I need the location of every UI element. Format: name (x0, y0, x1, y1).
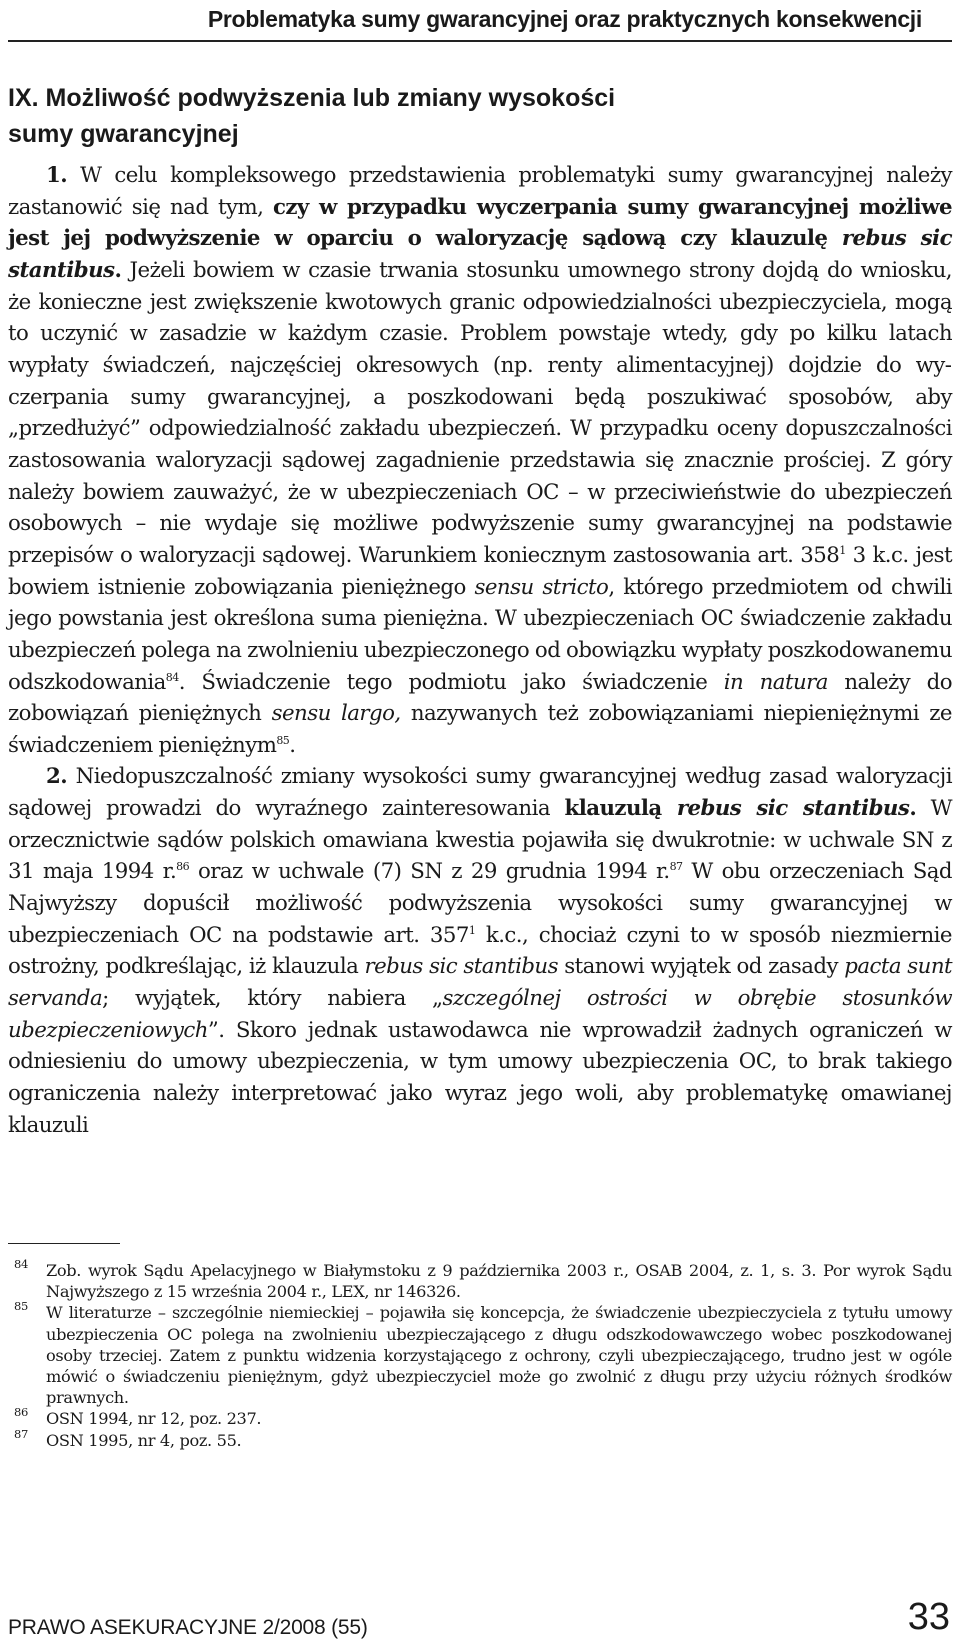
paragraph-number: 2. (46, 764, 68, 790)
superscript: 1 (839, 543, 846, 557)
text-run: 3 k.c. jest bowiem istnienie zobowiązania pieniężnego (8, 542, 953, 600)
bold-italic-run: rebus sic stantibus (8, 226, 952, 283)
footnote-rule (8, 1243, 120, 1244)
bold-run: czy w przypadku wyczerpania sumy gwarancyjnej możliwe jest jej podwyższenie w oparciu o waloryzację sądową czy klauzulę (8, 194, 952, 252)
text-run: Jeżeli bowiem w czasie trwania stosunku umownego strony dojdą do wniosku, że konieczne jest zwiększenie kwotowych granic odpowiedzialności ubezpieczyciela, mogą to uczynić w zasadzie w każdym czasie. Problem powstaje wtedy, gdy po kilku latach wypłaty świadczeń, najczęściej okresowych (np. renty alimentacyjnej) dojdzie do wyczerpania sumy gwarancyjnej, a poszkodowani będą poszukiwać sposobów, aby „przedłużyć” odpowiedzialność zakładu ubezpieczeń. W przypadku oceny dopuszczalności zastosowania waloryzacji sądowej zagadnienie przedstawia się znacznie prościej. Z góry należy bowiem zauważyć, że w ubezpieczeniach OC – w przeciwieństwie do ubezpieczeń osobowych – nie wydaje się możliwe podwyższenie sumy gwarancyjnej na podstawie przepisów o waloryzacji sądowej. Warunkiem koniecznym zastosowania art. 358 (8, 257, 952, 568)
footnote-number: 85 (14, 1299, 28, 1314)
footnote-number: 84 (14, 1257, 28, 1271)
italic-run: sensu largo, (271, 701, 401, 727)
superscript: 1 (468, 923, 476, 937)
footnotes (8, 1257, 952, 1451)
body-text (8, 160, 952, 1141)
footnote-text: Zob. wyrok Sądu Apelacyjnego w Białymstoku z 9 października 2003 r., OSAB 2004, z. 1, s. 3. Por wyrok Sądu Najwyższego z 15 września 2004 r., LEX, nr 146326. (46, 1261, 952, 1302)
footnote-84 (8, 1257, 952, 1302)
footnote-87 (8, 1426, 952, 1451)
italic-run: sensu stricto (474, 574, 609, 600)
journal-footer: PRAWO ASEKURACYJNE 2/2008 (55) (8, 1616, 368, 1639)
page-number: 33 (907, 1596, 950, 1638)
text-run: , którego przedmiotem od chwili jego powstania jest określona suma pieniężna. W ubezpieczeniach OC świadczenie zakładu ubezpieczeń polega na zwolnieniu ubezpieczonego od obowiązku wypłaty poszkodowanemu odszkodowania (8, 574, 952, 695)
italic-run: rebus sic stantibus (364, 954, 558, 980)
footnote-number: 86 (14, 1405, 28, 1420)
bold-italic-run: rebus sic stantibus (676, 796, 910, 822)
running-header: Problematyka sumy gwarancyjnej oraz praktycznych konsekwencji (207, 6, 922, 32)
italic-run: pacta sunt servanda (8, 954, 952, 1012)
footnote-ref-85[interactable]: 85 (276, 733, 290, 747)
text-run: W celu kompleksowego przedstawienia problematyki sumy gwarancyjnej należy zastanowić się nad tym, (8, 163, 952, 220)
italic-run: szczególnej ostrości w obrębie stosunków ubezpieczeniowych (8, 986, 952, 1043)
footnote-text: W literaturze – szczególnie niemieckiej – pojawiła się koncepcja, że świadczenie ubezpieczyciela z tytułu umowy ubezpieczenia OC polega na zwolnieniu ubezpieczającego z długu odszkodowawczego wobec poszkodowanej osoby trzeciej. Zatem z punktu widzenia korzystającego z ochrony, czyli ubezpieczającego, trudno jest w ogóle mówić o świadczeniu pieniężnym, gdyż ubezpieczyciel może go zwolnić z długu przy użyciu różnych środków prawnych. (46, 1303, 952, 1408)
text-run: ; wyjątek, który nabiera „ (102, 986, 443, 1012)
section-heading-line2: sumy gwarancyjnej (8, 120, 239, 148)
text-run: oraz w uchwale (7) SN z 29 grudnia 1994 r. (189, 859, 670, 885)
footnote-ref-86[interactable]: 86 (176, 860, 190, 874)
footnote-ref-84[interactable]: 84 (165, 670, 179, 684)
bold-run: klauzulą (564, 796, 677, 822)
header-rule (8, 40, 952, 42)
text-run: stanowi wyjątek od zasady (557, 954, 845, 980)
paragraph-number: 1. (46, 163, 68, 188)
footnote-ref-87[interactable]: 87 (669, 860, 683, 874)
italic-run: in natura (723, 669, 828, 695)
paragraph-2 (8, 761, 952, 1141)
text-run: należy do zobowiązań pieniężnych (8, 669, 952, 727)
text-run: nazywanych też zobowiązaniami niepieniężnymi ze świadczeniem pieniężnym (8, 701, 952, 758)
footnote-86 (8, 1405, 952, 1429)
footnote-text: OSN 1995, nr 4, poz. 55. (46, 1430, 242, 1450)
text-run: W obu orzeczeniach Sąd Najwyższy dopuścił możliwość podwyższenia wysokości sumy gwarancyjnej w ubezpieczeniach OC na podstawie art. 357 (8, 859, 952, 948)
text-run: W orzecznictwie sądów polskich omawiana kwestia pojawiła się dwukrotnie: w uchwale SN z 31 maja 1994 r. (8, 796, 953, 885)
text-run: ”. Skoro jednak ustawodawca nie wprowadził żadnych ograniczeń w odniesieniu do umowy ubezpieczenia, w tym umowy ubezpieczenia OC, to brak takiego ograniczenia należy interpretować jako wyraz jego woli, aby problematykę omawianej klauzuli (8, 1017, 952, 1138)
text-run: Niedopuszczalność zmiany wysokości sumy gwarancyjnej według zasad waloryzacji sądowej prowadzi do wyraźnego zainteresowania (8, 764, 952, 822)
text-run: . Świadczenie tego podmiotu jako świadczenie (178, 669, 724, 695)
text-run: . (289, 732, 296, 758)
section-heading (8, 80, 708, 152)
footnote-85 (8, 1299, 952, 1408)
text-run: k.c., chociaż czyni to w sposób niezmiernie ostrożny, podkreślając, iż klauzula (8, 922, 952, 980)
footnote-text: OSN 1994, nr 12, poz. 237. (46, 1409, 262, 1429)
footnote-number: 87 (14, 1426, 28, 1441)
bold-run: . (909, 796, 917, 822)
section-heading-line1: IX. Możliwość podwyższenia lub zmiany wysokości (8, 84, 616, 112)
paragraph-1 (8, 160, 952, 761)
bold-run: . (114, 257, 122, 283)
